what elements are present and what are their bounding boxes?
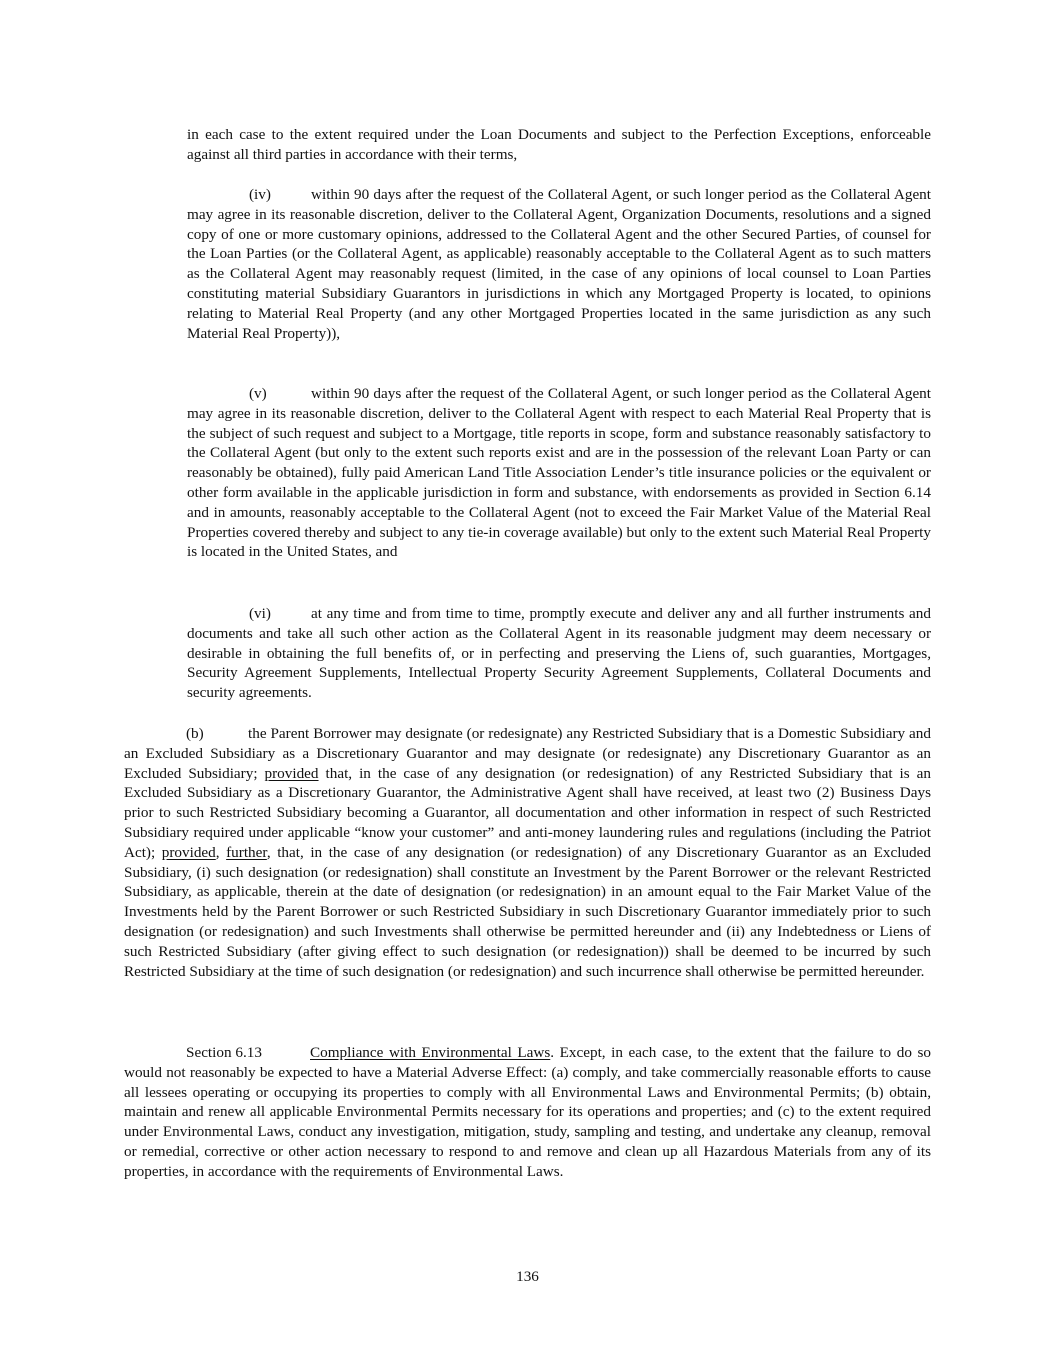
clause-b-provided-2: provided: [161, 843, 216, 861]
clause-b-text-1: the Parent Borrower may designate (or redesignate) any Restricted Subsidiary that is a Domestic Subsidiary and an Excluded Subsidiary as a Discretionary Guarantor and may designate (or redesignate) any Discretionary Guarantor as an Excluded Subsidiary;: [124, 725, 931, 782]
section-6-13-text: . Except, in each case, to the extent that the failure to do so would not reasonably be expected to have a Material Adverse Effect: (a) comply, and take commercially reasonable efforts to cause all lessees operating or occupying its properties to comply with all Environmental Laws and Environmental Permits; (b) obtain, maintain and renew all applicable Environmental Permits necessary for its operations and properties; and (c) to the extent required under Environmental Laws, conduct any investigation, mitigation, study, sampling and testing, and undertake any cleanup, removal or remedial, corrective or other action necessary to respond to and remove and clean up all Hazardous Materials from any of its properties, in accordance with the requirements of Environmental Laws.: [124, 1044, 931, 1180]
section-6-13-paragraph: [124, 1043, 931, 1182]
section-6-13-label: Section 6.13: [186, 1044, 262, 1061]
clause-vi-paragraph: [187, 604, 931, 703]
clause-iv-paragraph: [187, 185, 931, 343]
clause-vi-text: at any time and from time to time, promptly execute and deliver any and all further instruments and documents and take all such other action as the Collateral Agent in its reasonable judgment may deem necessary or desirable in obtaining the full benefits of, or in perfecting and preserving the Liens of, such guaranties, Mortgages, Security Agreement Supplements, Intellectual Property Security Agreement Supplements, Collateral Documents and security agreements.: [187, 605, 931, 702]
clause-vi-label: (vi): [249, 605, 271, 622]
clause-b-comma: ,: [215, 843, 227, 861]
clause-v-label: (v): [249, 385, 267, 402]
clause-b-further: further: [226, 843, 267, 861]
clause-b-provided-1: provided: [264, 764, 319, 782]
clause-iv-text: within 90 days after the request of the Collateral Agent, or such longer period as the Collateral Agent may agree in its reasonable discretion, deliver to the Collateral Agent, Organization Documents, resolutions and a signed copy of one or more customary opinions, addressed to the Collateral Agent and the other Secured Parties, of counsel for the Loan Parties (or the Collateral Agent, as applicable) reasonably acceptable to the Collateral Agent as to such matters as the Collateral Agent may reasonably request (limited, in the case of any opinions of local counsel to Loan Parties constituting material Subsidiary Guarantors in jurisdictions in which any Mortgaged Property is located, to opinions relating to Material Real Property (and any other Mortgaged Properties located in the same jurisdiction as any such Material Real Property)),: [187, 186, 931, 342]
continuation-text: in each case to the extent required under the Loan Documents and subject to the Perfection Exceptions, enforceable against all third parties in accordance with their terms,: [187, 126, 931, 163]
page-number: 136: [516, 1268, 539, 1285]
clause-v-paragraph: [187, 384, 931, 562]
clause-v-text: within 90 days after the request of the Collateral Agent, or such longer period as the Collateral Agent may agree in its reasonable discretion, deliver to the Collateral Agent with respect to each Material Real Property that is the subject of such request and subject to a Mortgage, title reports in scope, form and substance reasonably satisfactory to the Collateral Agent (but only to the extent such reports exist and are in the possession of the relevant Loan Party or can reasonably be obtained), fully paid American Land Title Association Lender’s title insurance policies or the equivalent or other form available in the applicable jurisdiction in form and substance, with endorsements as provided in Section 6.14 and in amounts, reasonably acceptable to the Collateral Agent (not to exceed the Fair Market Value of the Material Real Properties covered thereby and subject to any tie-in coverage available) but only to the extent such Material Real Property is located in the United States, and: [187, 385, 931, 561]
clause-b-text-2: that, in the case of any designation (or redesignation) of any Restricted Subsidiary that is an Excluded Subsidiary as a Discretionary Guarantor, the Administrative Agent shall have received, at least two (2) Business Days prior to such Restricted Subsidiary becoming a Guarantor, all documentation and other information in respect of such Restricted Subsidiary required under applicable “know your customer” and anti-money laundering rules and regulations (including the Patriot Act);: [124, 764, 931, 861]
clause-b-label: (b): [186, 725, 204, 742]
clause-b-text-3: , that, in the case of any designation (or redesignation) of any Discretionary Guarantor as an Excluded Subsidiary, (i) such designation (or redesignation) shall constitute an Investment by the Parent Borrower or the relevant Restricted Subsidiary, as applicable, therein at the date of designation (or redesignation) in an amount equal to the Fair Market Value of the Investments held by the Parent Borrower or such Restricted Subsidiary in such Discretionary Guarantor immediately prior to such designation (or redesignation) and such Investments shall otherwise be permitted hereunder and (ii) any Indebtedness or Liens of such Restricted Subsidiary (after giving effect to such designation (or redesignation)) shall be deemed to be incurred by such Restricted Subsidiary at the time of such designation (or redesignation) and such incurrence shall otherwise be permitted hereunder.: [124, 843, 931, 980]
continuation-paragraph: [187, 125, 931, 165]
clause-b-paragraph: [124, 724, 931, 981]
section-6-13-heading: Compliance with Environmental Laws: [310, 1044, 551, 1061]
clause-iv-label: (iv): [249, 186, 271, 203]
